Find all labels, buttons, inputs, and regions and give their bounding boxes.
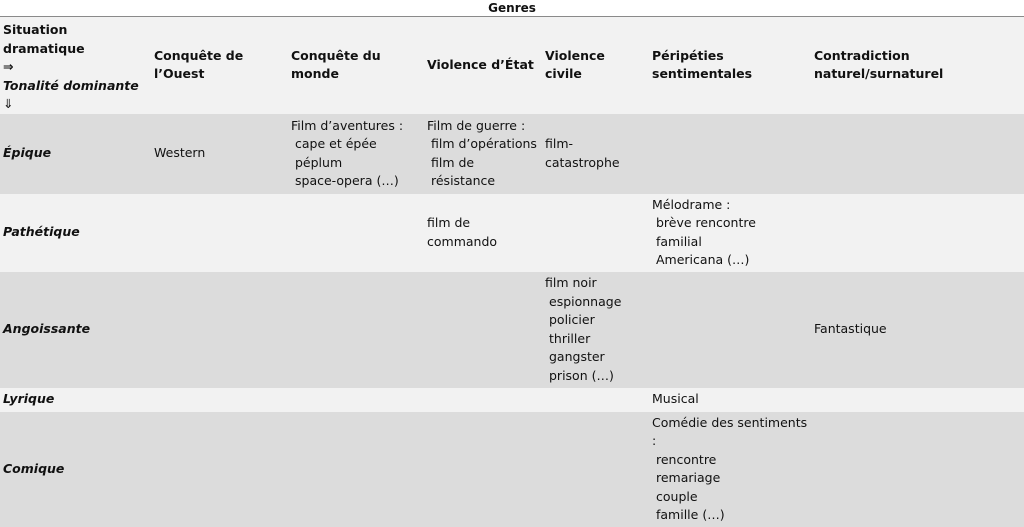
corner-header	[0, 17, 151, 114]
table-cell	[151, 412, 288, 527]
table-cell	[424, 272, 542, 388]
cell-heading: Film de guerre :	[427, 117, 526, 133]
corner-tonality-label: Tonalité dominante	[3, 77, 139, 93]
cell-subitem: brève rencontre	[656, 215, 756, 230]
column-header-row	[0, 17, 1024, 114]
cell-subitem: Americana (…)	[656, 252, 750, 267]
column-header: Péripéties sentimentales	[649, 17, 811, 114]
row-tone-label: Lyrique	[0, 388, 151, 412]
super-header-row	[0, 0, 1024, 17]
table-row	[0, 114, 1024, 194]
table-cell	[288, 412, 424, 527]
cell-subitem: gangster	[549, 349, 605, 364]
table-cell	[151, 272, 288, 388]
table-cell	[811, 272, 1024, 388]
table-cell	[542, 412, 649, 527]
corner-tonality-wrap	[3, 77, 148, 114]
table-cell	[811, 114, 1024, 194]
cell-heading: Mélodrame :	[652, 196, 731, 212]
cell-subitem: policier	[549, 312, 595, 327]
table-cell	[424, 114, 542, 194]
table-cell	[424, 194, 542, 272]
table-cell	[288, 194, 424, 272]
cell-heading: Film d’aventures :	[291, 117, 404, 133]
cell-subitem: film d’opérations	[431, 136, 537, 151]
column-header: Violence civile	[542, 17, 649, 114]
table-cell	[288, 114, 424, 194]
table-row	[0, 272, 1024, 388]
cell-heading: Western	[154, 145, 206, 161]
table-cell	[288, 388, 424, 412]
row-tone-label: Pathétique	[0, 194, 151, 272]
cell-subitem: espionnage	[549, 293, 622, 309]
cell-heading: Comédie des sentiments :	[652, 414, 808, 448]
table-cell	[811, 412, 1024, 527]
cell-subitem: space-opera (…)	[295, 173, 399, 188]
table-cell	[542, 194, 649, 272]
column-header: Violence d’État	[424, 17, 542, 114]
cell-heading: film de commando	[427, 215, 498, 249]
cell-subitem: rencontre	[656, 451, 717, 467]
table-cell	[649, 388, 811, 412]
cell-subitem: familial	[656, 233, 702, 249]
table-cell	[424, 388, 542, 412]
table-cell	[811, 388, 1024, 412]
table-cell	[151, 388, 288, 412]
arrow-right-icon: ⇒	[3, 59, 14, 74]
table-row	[0, 388, 1024, 412]
cell-subitem: remariage	[656, 470, 721, 485]
table-cell	[151, 194, 288, 272]
cell-subitem: prison (…)	[549, 367, 614, 383]
row-tone-label: Épique	[0, 114, 151, 194]
cell-subitem: couple	[656, 488, 698, 504]
table-row	[0, 194, 1024, 272]
genres-header: Genres	[0, 0, 1024, 17]
cell-subitem: film de résistance	[431, 154, 496, 188]
table-row	[0, 412, 1024, 527]
row-tone-label: Angoissante	[0, 272, 151, 388]
table-cell	[542, 388, 649, 412]
column-header: Conquête de l’Ouest	[151, 17, 288, 114]
table-cell	[811, 194, 1024, 272]
row-tone-label: Comique	[0, 412, 151, 527]
table-cell	[649, 412, 811, 527]
cell-subitem: famille (…)	[656, 507, 725, 522]
cell-heading: Musical	[652, 391, 699, 407]
table-cell	[649, 114, 811, 194]
table-cell	[424, 412, 542, 527]
column-header: Contradiction naturel/surnaturel	[811, 17, 1024, 114]
corner-situation-label: Situation dramatique	[3, 22, 85, 56]
table-cell	[151, 114, 288, 194]
table-cell	[288, 272, 424, 388]
column-header: Conquête du monde	[288, 17, 424, 114]
table-cell	[649, 272, 811, 388]
cell-subitem: thriller	[549, 330, 591, 346]
table-cell	[649, 194, 811, 272]
cell-subitem: cape et épée	[295, 136, 377, 151]
cell-heading: film-catastrophe	[545, 136, 620, 170]
cell-subitem: péplum	[295, 154, 343, 170]
table-cell	[542, 114, 649, 194]
table-cell	[542, 272, 649, 388]
table-body	[0, 114, 1024, 527]
cell-heading: Fantastique	[814, 321, 887, 337]
arrow-down-icon: ⇓	[3, 96, 14, 111]
cell-heading: film noir	[545, 275, 597, 290]
